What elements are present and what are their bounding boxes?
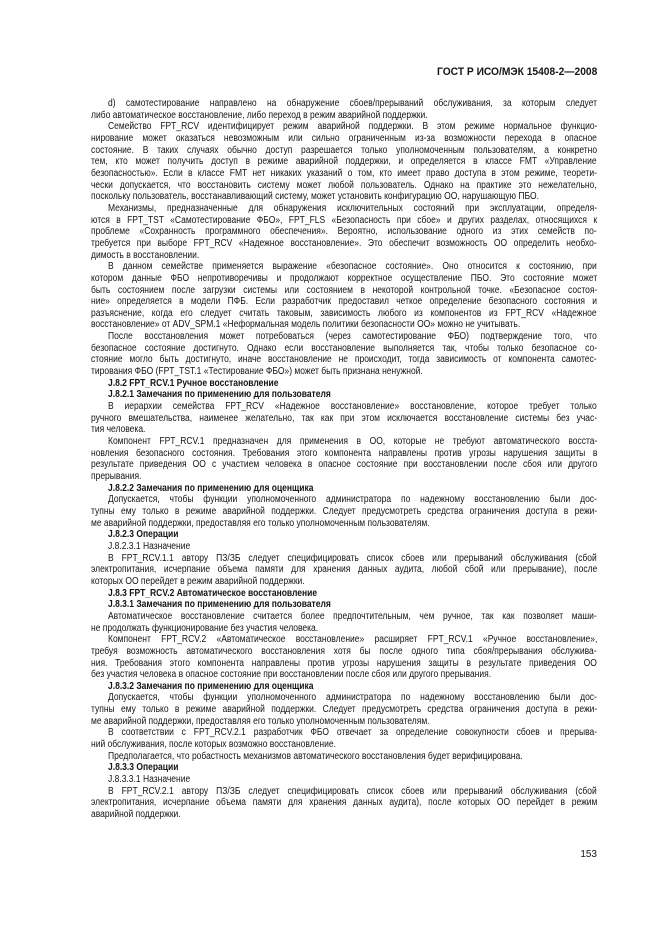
text-line: разъяснение, когда его следует считать таковым, зависимость любого из компонентов из FPT_RCV «Надежное (91, 307, 597, 319)
text-line: димость в восстановлении. (91, 249, 200, 261)
paragraph-j-8-3-1-p1 (91, 611, 597, 634)
text-line: тия человека. (91, 424, 146, 436)
paragraph-family-fpt-rcv (91, 121, 597, 203)
text-line: Семейство FPT_RCV идентифицирует режим аварийной поддержки. В этом режиме нормальное функцио- (108, 121, 598, 133)
heading-j-8-3-3-1: J.8.3.3.1 Назначение (108, 774, 191, 786)
text-line: Допускается, чтобы функции уполномоченного администратора по надежному восстановлению были дос- (108, 494, 597, 506)
standard-header: ГОСТ Р ИСО/МЭК 15408-2—2008 (436, 66, 597, 78)
text-line: котором данные ФБО непротиворечивы и продолжают корректное осуществление ПБО. Это состояние может (91, 272, 598, 284)
text-line: В FPT_RCV.2.1 автору ПЗ/ЗБ следует специфицировать список сбоев или прерываний обслуживания (сбой (108, 785, 597, 797)
heading-j-8-3-3: J.8.3.3 Операции (108, 762, 179, 774)
text-line: состояние. В таких случаях обычно доступ разрешается только уполномоченным пользователям, а конкретно (91, 144, 598, 156)
text-line: требуется при выборе FPT_RCV «Надежное восстановление». Это обеспечит возможность ОО определить необхо- (91, 237, 597, 249)
text-line: Компонент FPT_RCV.2 «Автоматическое восстановление» расширяет FPT_RCV.1 «Ручное восстановление», (108, 634, 598, 646)
heading-j-8-3-1: J.8.3.1 Замечания по применению для пользователя (108, 599, 331, 611)
heading-j-8-3: J.8.3 FPT_RCV.2 Автоматическое восстановление (108, 587, 318, 599)
text-line: чески допускается, что восстановить систему может любой пользователь. Однако на практике это нежелательно, (91, 179, 597, 191)
heading-j-8-2-3: J.8.2.3 Операции (108, 529, 179, 541)
paragraph-item-d (91, 98, 597, 121)
paragraph-j-8-2-2-p1 (91, 494, 597, 529)
text-line: нирование может оказаться невозможным или сильно ограниченным из-за возможности перехода в опасное (91, 132, 597, 144)
text-line: поскольку пользователь, восстанавливающий систему, может установить конфигурацию ОО, нарушающую ПБО. (91, 191, 539, 203)
text-line: ния. Требования этого компонента направлены против угрозы нарушения защиты в результате приведения ОО (91, 657, 597, 669)
text-line: которых ОО перейдет в режим аварийной поддержки. (91, 575, 305, 587)
text-line: тупны ему только в режиме аварийной поддержки. Следует предусмотреть средства ограничения доступа в режи- (91, 704, 598, 716)
text-line: безопасностью». Если в классе FMT нет никаких указаний о том, кто имеет право доступа в этом режиме, теорети- (91, 167, 597, 179)
heading-j-8-2-3-1: J.8.2.3.1 Назначение (108, 540, 191, 552)
text-line: Автоматическое восстановление считается более предпочтительным, чем ручное, так как позволяет маши- (108, 610, 597, 622)
paragraph-j-8-3-1-p2 (91, 634, 597, 681)
text-line: либо автоматическое восстановление, либо переход в режим аварийной поддержки. (91, 109, 428, 121)
text-line: ме аварийной поддержки, предоставляя его только уполномоченным пользователям. (91, 517, 430, 529)
paragraph-j-8-2-1-p2 (91, 436, 597, 483)
paragraph-j-8-3-3-1-p1 (91, 786, 597, 821)
text-line: электропитания, исчерпание объема памяти для хранения данных аудита, любой сбой или прерывание), после (91, 564, 598, 576)
paragraph-j-8-3-2-p3 (91, 751, 597, 763)
text-line: Предполагается, что робастность механизмов автоматического восстановления будет верифицирована. (108, 750, 523, 762)
text-line: В иерархии семейства FPT_RCV «Надежное восстановление» восстановление, которое требует только (108, 401, 597, 413)
text-line: результате приведения ОО с участием человека в опасное состояние при восстановлении после сбоя или другого (91, 459, 598, 471)
text-line: После восстановления может потребоваться (через самотестирование ФБО) подтверждение того, что (108, 331, 597, 343)
text-line: d) самотестирование направлено на обнаружение сбоев/прерываний обслуживания, за которым следует (108, 98, 598, 109)
text-line: новления безопасного состояния. Требования этого компонента направлены против угрозы нарушения защиты в (91, 447, 598, 459)
text-line: ме аварийной поддержки, предоставляя его только уполномоченным пользователям. (91, 715, 430, 727)
page-number: 153 (580, 849, 597, 860)
heading-j-8-2: J.8.2 FPT_RCV.1 Ручное восстановление (108, 377, 279, 389)
text-line: ются в FPT_TST «Самотестирование ФБО», FPT_FLS «Безопасность при сбое» и других разделах, относящихся к (91, 214, 598, 226)
text-line: тем, кто может получить доступ в режиме аварийной поддержки, и определяется в классе FMT «Управление (91, 156, 597, 168)
text-line: В FPT_RCV.1.1 автору ПЗ/ЗБ следует специфицировать список сбоев или прерываний обслуживания (сбой (108, 552, 597, 564)
paragraph-j-8-3-2-p1 (91, 692, 597, 727)
page-body (91, 98, 597, 821)
heading-j-8-2-2: J.8.2.2 Замечания по применению для оценщика (108, 482, 314, 494)
text-line: безопасное состояние достигнуто. Однако если восстановление выполняется так, чтобы только безопасное со- (91, 342, 598, 354)
text-line: электропитания, исчерпание объема памяти для хранения данных аудита), после которых ОО перейдет в режим (91, 797, 598, 809)
text-line: В данном семействе применяется выражение «безопасное состояние». Оно относится к состоянию, при (108, 261, 597, 273)
text-line: аварийной поддержки. (91, 809, 181, 821)
paragraph-j-8-3-2-p2 (91, 727, 597, 750)
text-line: тирования ФБО (FPT_TST.1 «Тестирование ФБО») может быть признана ненужной. (91, 366, 423, 378)
text-line: требуя возможность автоматического восстановления хотя бы после одного типа сбоя/прерывания обслужива- (91, 645, 597, 657)
paragraph-j-8-2-3-1-p1 (91, 553, 597, 588)
paragraph-safe-state (91, 261, 597, 331)
text-line: без участия человека в опасное состояние при восстановлении после сбоя или другого прерывания. (91, 669, 492, 681)
text-line: ние» определяется в модели ПФБ. Если разработчик предоставил четкое определение безопасного состояния и (91, 296, 597, 308)
heading-j-8-2-1: J.8.2.1 Замечания по применению для пользователя (108, 389, 331, 401)
text-line: восстановление» от ADV_SPM.1 «Неформальная модель политики безопасности ОО» можно не учитывать. (91, 319, 521, 331)
text-line: ний обслуживания, после которых возможно восстановление. (91, 739, 336, 751)
text-line: прерывания. (91, 471, 142, 482)
paragraph-after-recovery (91, 331, 597, 378)
text-line: Механизмы, предназначенные для обнаружения исключительных состояний при эксплуатации, определя- (108, 202, 598, 214)
text-line: Допускается, чтобы функции уполномоченного администратора по надежному восстановлению были дос- (108, 692, 597, 704)
text-line: проблеме «Сохранность программного обеспечения». Вероятно, использование одного из этих семейств по- (91, 226, 597, 238)
text-line: тупны ему только в режиме аварийной поддержки. Следует предусмотреть средства ограничения доступа в режи- (91, 505, 598, 517)
text-line: не продолжать функционирование без участия человека. (91, 622, 319, 634)
text-line: ручного вмешательства, наименее желательно, так как при этом исключается восстановление системы без учас- (91, 412, 598, 424)
text-line: стояние могло быть достигнуто, иначе восстановление не происходит, тогда зависимость от компонента самотес- (91, 354, 597, 366)
heading-j-8-3-2: J.8.3.2 Замечания по применению для оценщика (108, 680, 314, 692)
text-line: В соответствии с FPT_RCV.2.1 разработчик ФБО отвечает за определение совокупности сбоев и прерыва- (108, 727, 598, 739)
paragraph-j-8-2-1-p1 (91, 401, 597, 436)
text-line: Компонент FPT_RCV.1 предназначен для применения в ОО, которые не требуют автоматического восста- (108, 436, 598, 448)
text-line: быть состоянием после загрузки системы или состоянием в некоторой контрольной точке. «Безопасное состоя- (91, 284, 598, 296)
paragraph-mechanisms (91, 203, 597, 261)
